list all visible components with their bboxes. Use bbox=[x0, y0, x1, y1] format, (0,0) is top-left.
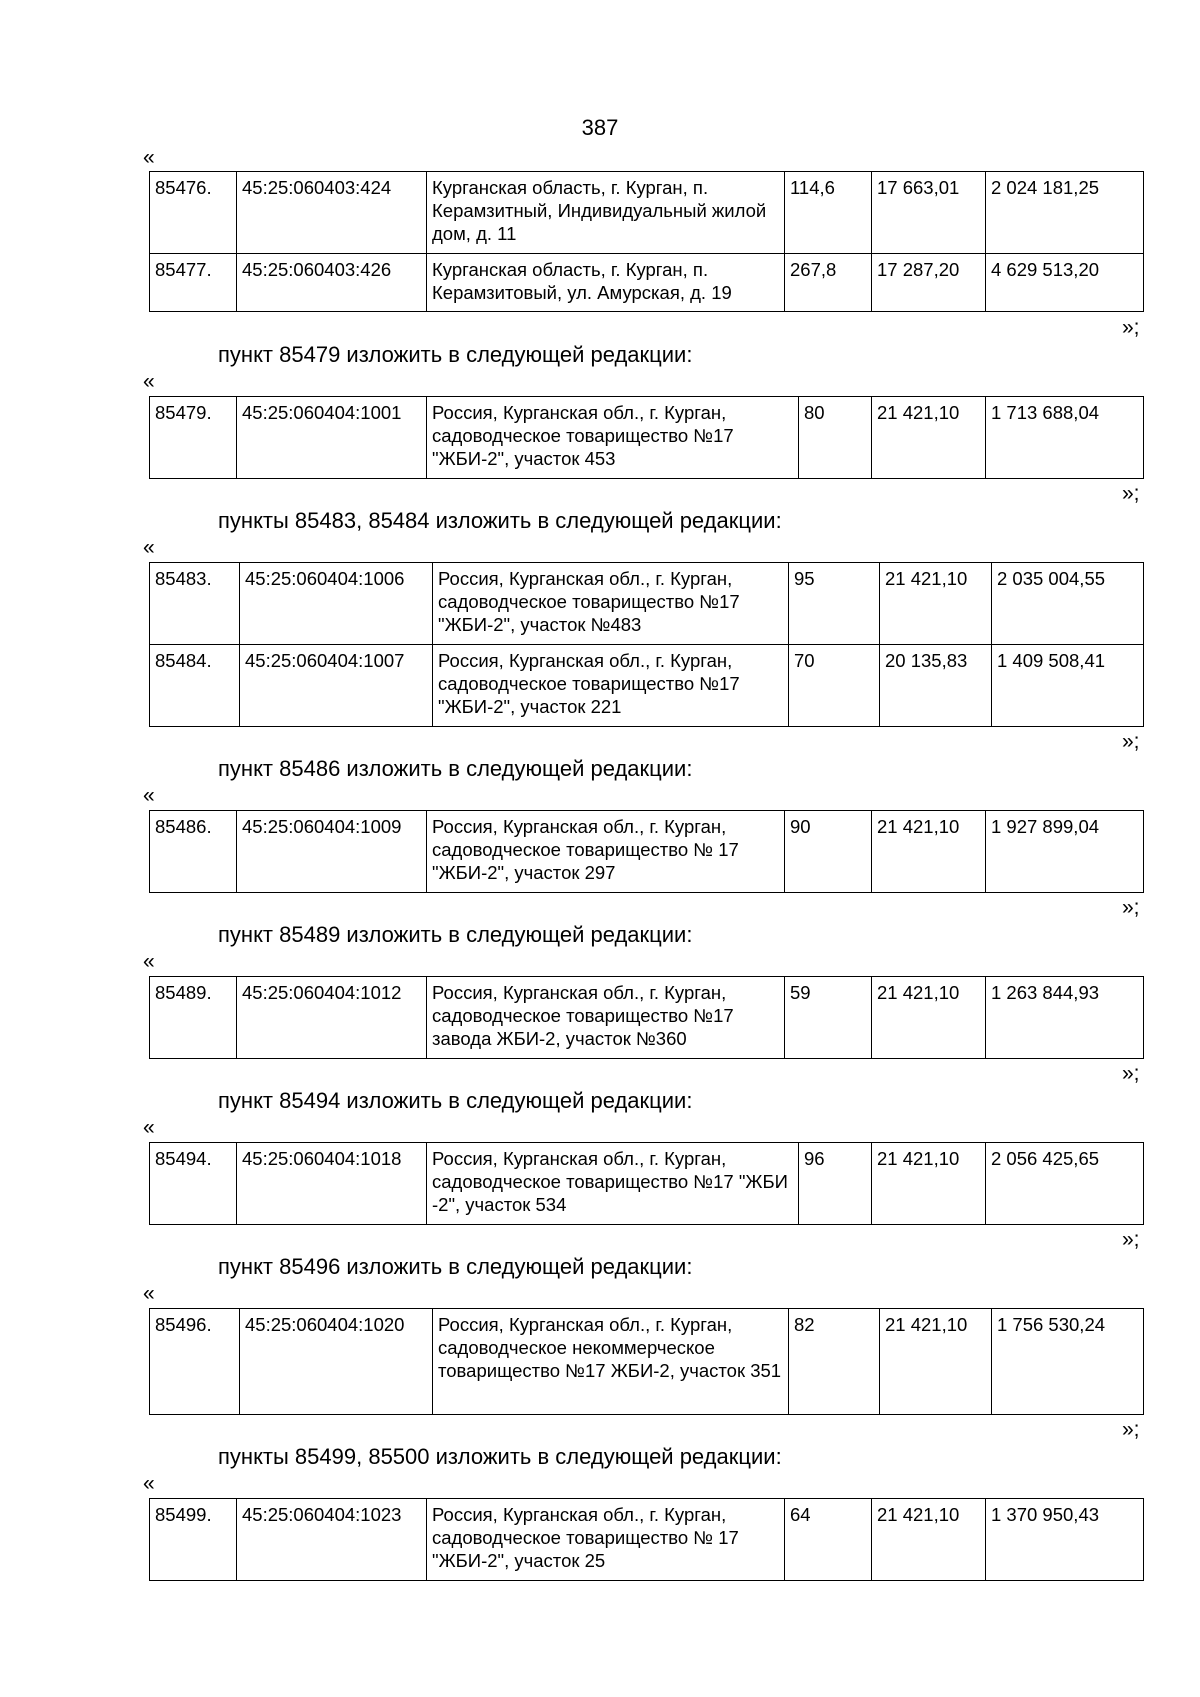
row-number: 85499. bbox=[150, 1499, 237, 1581]
cadastral-number: 45:25:060404:1012 bbox=[237, 977, 427, 1059]
address: Россия, Курганская обл., г. Курган, садоводческое товарищество № 17 "ЖБИ-2", участок 25 bbox=[427, 1499, 785, 1581]
instruction-text: пункт 85489 изложить в следующей редакции: bbox=[218, 922, 693, 947]
row-number: 85496. bbox=[150, 1309, 240, 1415]
cadastral-number: 45:25:060404:1018 bbox=[237, 1143, 427, 1225]
address: Россия, Курганская обл., г. Курган, садоводческое товарищество № 17 "ЖБИ-2", участок 297 bbox=[427, 811, 785, 893]
cadastral-value: 2 056 425,65 bbox=[986, 1143, 1144, 1225]
close-quote: »; bbox=[1122, 482, 1140, 505]
unit-price: 17 287,20 bbox=[872, 254, 986, 312]
unit-price: 21 421,10 bbox=[872, 977, 986, 1059]
unit-price: 17 663,01 bbox=[872, 172, 986, 254]
open-quote: « bbox=[143, 950, 155, 973]
close-quote: »; bbox=[1122, 730, 1140, 753]
table-row bbox=[150, 645, 1144, 727]
cadastral-number: 45:25:060403:426 bbox=[237, 254, 427, 312]
open-quote: « bbox=[143, 784, 155, 807]
cadastral-value: 1 927 899,04 bbox=[986, 811, 1144, 893]
cadastral-value: 2 035 004,55 bbox=[992, 563, 1144, 645]
entry-table bbox=[149, 1142, 1144, 1225]
area: 82 bbox=[789, 1309, 880, 1415]
entry-table bbox=[149, 1308, 1144, 1415]
row-number: 85484. bbox=[150, 645, 240, 727]
row-number: 85477. bbox=[150, 254, 237, 312]
cadastral-number: 45:25:060404:1001 bbox=[237, 397, 427, 479]
open-quote: « bbox=[143, 1472, 155, 1495]
page-number: 387 bbox=[581, 115, 619, 140]
table-row bbox=[150, 254, 1144, 312]
entry-table bbox=[149, 171, 1144, 312]
table-row bbox=[150, 1309, 1144, 1415]
area: 70 bbox=[789, 645, 880, 727]
area: 59 bbox=[785, 977, 872, 1059]
area: 64 bbox=[785, 1499, 872, 1581]
cadastral-number: 45:25:060404:1006 bbox=[240, 563, 433, 645]
cadastral-number: 45:25:060404:1020 bbox=[240, 1309, 433, 1415]
area: 90 bbox=[785, 811, 872, 893]
cadastral-value: 1 713 688,04 bbox=[986, 397, 1144, 479]
table-row bbox=[150, 1499, 1144, 1581]
entry-table bbox=[149, 810, 1144, 893]
cadastral-number: 45:25:060404:1023 bbox=[237, 1499, 427, 1581]
unit-price: 20 135,83 bbox=[880, 645, 992, 727]
cadastral-number: 45:25:060404:1007 bbox=[240, 645, 433, 727]
open-quote: « bbox=[143, 1282, 155, 1305]
cadastral-number: 45:25:060404:1009 bbox=[237, 811, 427, 893]
area: 95 bbox=[789, 563, 880, 645]
close-quote: »; bbox=[1122, 1418, 1140, 1441]
table-row bbox=[150, 172, 1144, 254]
open-quote: « bbox=[143, 370, 155, 393]
unit-price: 21 421,10 bbox=[872, 1143, 986, 1225]
instruction-text: пункт 85486 изложить в следующей редакции: bbox=[218, 756, 693, 781]
close-quote: »; bbox=[1122, 1228, 1140, 1251]
row-number: 85489. bbox=[150, 977, 237, 1059]
area: 267,8 bbox=[785, 254, 872, 312]
open-quote: « bbox=[143, 536, 155, 559]
cadastral-value: 2 024 181,25 bbox=[986, 172, 1144, 254]
address: Курганская область, г. Курган, п. Керамзитовый, ул. Амурская, д. 19 bbox=[427, 254, 785, 312]
cadastral-value: 1 756 530,24 bbox=[992, 1309, 1144, 1415]
address: Россия, Курганская обл., г. Курган, садоводческое товарищество №17 "ЖБИ-2", участок №483 bbox=[433, 563, 789, 645]
instruction-text: пункт 85496 изложить в следующей редакции: bbox=[218, 1254, 693, 1279]
cadastral-value: 1 370 950,43 bbox=[986, 1499, 1144, 1581]
table-row bbox=[150, 811, 1144, 893]
instruction-text: пункты 85499, 85500 изложить в следующей редакции: bbox=[218, 1444, 782, 1469]
table-row bbox=[150, 1143, 1144, 1225]
address: Курганская область, г. Курган, п. Керамзитный, Индивидуальный жилой дом, д. 11 bbox=[427, 172, 785, 254]
entry-table bbox=[149, 396, 1144, 479]
instruction-text: пункт 85479 изложить в следующей редакции: bbox=[218, 342, 693, 367]
entry-table bbox=[149, 562, 1144, 727]
table-row bbox=[150, 397, 1144, 479]
unit-price: 21 421,10 bbox=[880, 563, 992, 645]
address: Россия, Курганская обл., г. Курган, садоводческое товарищество №17 завода ЖБИ-2, участок №360 bbox=[427, 977, 785, 1059]
area: 114,6 bbox=[785, 172, 872, 254]
table-row bbox=[150, 563, 1144, 645]
area: 96 bbox=[799, 1143, 872, 1225]
address: Россия, Курганская обл., г. Курган, садоводческое товарищество №17 "ЖБИ-2", участок 221 bbox=[433, 645, 789, 727]
cadastral-value: 4 629 513,20 bbox=[986, 254, 1144, 312]
instruction-text: пункт 85494 изложить в следующей редакции: bbox=[218, 1088, 693, 1113]
entry-table bbox=[149, 976, 1144, 1059]
address: Россия, Курганская обл., г. Курган, садоводческое товарищество №17 "ЖБИ-2", участок 453 bbox=[427, 397, 799, 479]
row-number: 85486. bbox=[150, 811, 237, 893]
row-number: 85476. bbox=[150, 172, 237, 254]
row-number: 85483. bbox=[150, 563, 240, 645]
row-number: 85479. bbox=[150, 397, 237, 479]
unit-price: 21 421,10 bbox=[872, 1499, 986, 1581]
instruction-text: пункты 85483, 85484 изложить в следующей редакции: bbox=[218, 508, 782, 533]
unit-price: 21 421,10 bbox=[880, 1309, 992, 1415]
address: Россия, Курганская обл., г. Курган, садоводческое некоммерческое товарищество №17 ЖБИ-2, участок 351 bbox=[433, 1309, 789, 1415]
unit-price: 21 421,10 bbox=[872, 397, 986, 479]
cadastral-value: 1 263 844,93 bbox=[986, 977, 1144, 1059]
open-quote: « bbox=[143, 146, 155, 169]
cadastral-number: 45:25:060403:424 bbox=[237, 172, 427, 254]
close-quote: »; bbox=[1122, 896, 1140, 919]
unit-price: 21 421,10 bbox=[872, 811, 986, 893]
table-row bbox=[150, 977, 1144, 1059]
row-number: 85494. bbox=[150, 1143, 237, 1225]
cadastral-value: 1 409 508,41 bbox=[992, 645, 1144, 727]
close-quote: »; bbox=[1122, 1062, 1140, 1085]
area: 80 bbox=[799, 397, 872, 479]
address: Россия, Курганская обл., г. Курган, садоводческое товарищество №17 "ЖБИ -2", участок 534 bbox=[427, 1143, 799, 1225]
open-quote: « bbox=[143, 1116, 155, 1139]
close-quote: »; bbox=[1122, 316, 1140, 339]
entry-table bbox=[149, 1498, 1144, 1581]
